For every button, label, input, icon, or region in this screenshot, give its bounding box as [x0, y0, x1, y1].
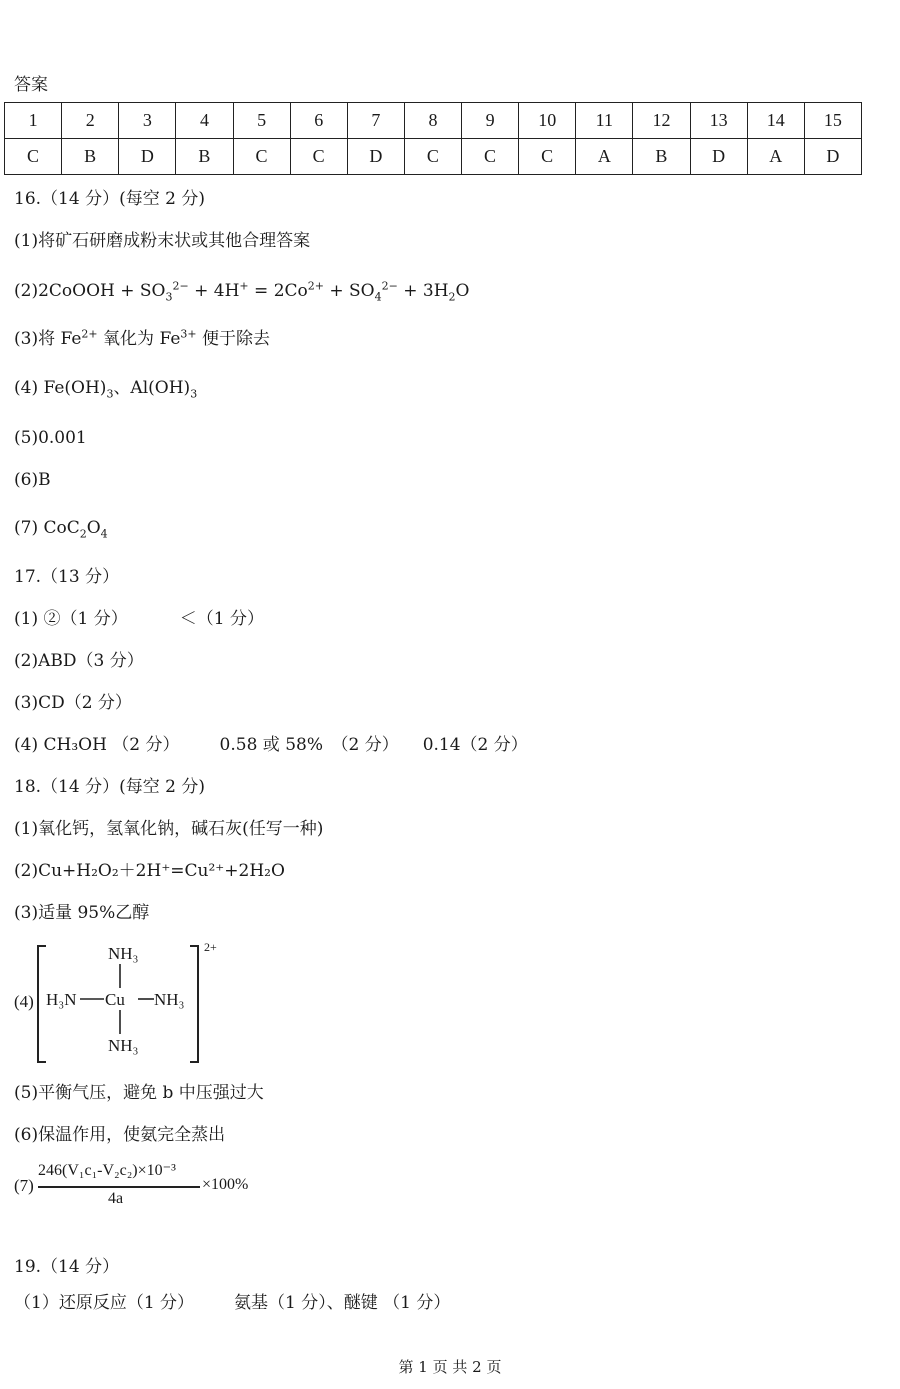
- question-number-cell: 15: [804, 103, 861, 139]
- q17-answer-2: (2)ABD（3 分）: [14, 651, 144, 671]
- q18-answer-4-label: (4): [14, 992, 34, 1011]
- q16-answer-2: (2)2CoOOH + $SO_3^{2-} + 4H^+ = 2Co^{2+} + SO_4^{2-} + 3H_2O$: [14, 279, 470, 304]
- answer-letter-row: [5, 139, 862, 175]
- question-number-cell: 12: [633, 103, 690, 139]
- fraction-denominator: 4a: [108, 1190, 124, 1207]
- q19-heading: 19.（14 分）: [14, 1257, 120, 1277]
- question-number-cell: 13: [690, 103, 747, 139]
- answers-title: 答案: [14, 75, 48, 95]
- fraction-numerator: 246(V₁c₁-V₂c₂)×10⁻³: [38, 1162, 176, 1179]
- q18-answer-1: (1)氧化钙，氢氧化钠，碱石灰(任写一种): [14, 819, 324, 839]
- ligand-top: NH₃: [108, 944, 139, 963]
- question-number-cell: 4: [176, 103, 233, 139]
- q16-answer-7: (7) $CoC_2O_4$: [14, 518, 108, 541]
- question-number-cell: 11: [576, 103, 633, 139]
- answer-letter-cell: C: [290, 139, 347, 175]
- ligand-left: H₃N: [46, 990, 77, 1009]
- answer-letter-cell: C: [5, 139, 62, 175]
- answer-letter-cell: C: [519, 139, 576, 175]
- question-number-cell: 14: [747, 103, 804, 139]
- q17-answer-3: (3)CD（2 分）: [14, 693, 132, 713]
- question-number-row: [5, 103, 862, 139]
- metal-center: Cu: [105, 990, 125, 1009]
- q18-answer-6: (6)保温作用，使氨完全蒸出: [14, 1125, 226, 1145]
- answer-letter-cell: D: [690, 139, 747, 175]
- question-number-cell: 7: [347, 103, 404, 139]
- answer-table: [4, 102, 862, 175]
- ligand-bottom: NH₃: [108, 1036, 139, 1055]
- question-number-cell: 5: [233, 103, 290, 139]
- answer-letter-cell: C: [462, 139, 519, 175]
- fraction-bar: [38, 1186, 200, 1188]
- q18-heading: 18.（14 分）(每空 2 分): [14, 777, 205, 797]
- question-number-cell: 9: [462, 103, 519, 139]
- answer-letter-cell: D: [119, 139, 176, 175]
- q19-answer-1: （1）还原反应（1 分） 氨基（1 分）、醚键 （1 分）: [14, 1293, 451, 1313]
- ligand-right: NH₃: [154, 990, 185, 1009]
- answer-letter-cell: C: [233, 139, 290, 175]
- q18-answer-4-structure: [14, 940, 274, 1070]
- answer-letter-cell: D: [804, 139, 861, 175]
- q16-answer-6: (6)B: [14, 470, 51, 490]
- q18-answer-5: (5)平衡气压，避免 b 中压强过大: [14, 1083, 264, 1103]
- answer-letter-cell: B: [176, 139, 233, 175]
- answer-letter-cell: D: [347, 139, 404, 175]
- q17-heading: 17.（13 分）: [14, 567, 120, 587]
- question-number-cell: 1: [5, 103, 62, 139]
- answer-letter-cell: A: [747, 139, 804, 175]
- q17-answer-4: (4) CH₃OH （2 分） 0.58 或 58% （2 分） 0.14（2 分）: [14, 735, 528, 755]
- q18-answer-7: [14, 1158, 314, 1218]
- q16-heading: 16.（14 分）(每空 2 分): [14, 189, 205, 209]
- fraction-suffix: ×100%: [202, 1176, 249, 1193]
- question-number-cell: 10: [519, 103, 576, 139]
- q16-answer-5: (5)0.001: [14, 428, 87, 448]
- question-number-cell: 8: [404, 103, 461, 139]
- answer-letter-cell: A: [576, 139, 633, 175]
- complex-charge: 2+: [204, 940, 217, 954]
- answer-letter-cell: B: [633, 139, 690, 175]
- question-number-cell: 2: [62, 103, 119, 139]
- q16-answer-4: (4) $Fe(OH)_3$、$Al(OH)_3$: [14, 378, 198, 401]
- question-number-cell: 3: [119, 103, 176, 139]
- q18-answer-3: (3)适量 95%乙醇: [14, 903, 150, 923]
- answer-letter-cell: B: [62, 139, 119, 175]
- q18-answer-2: (2)Cu+H₂O₂＋2H⁺=Cu²⁺+2H₂O: [14, 861, 285, 881]
- q16-answer-3: (3)将 $Fe^{2+}$ 氧化为 $Fe^{3+}$ 便于除去: [14, 327, 270, 349]
- question-number-cell: 6: [290, 103, 347, 139]
- page-footer: 第 1 页 共 2 页: [398, 1358, 502, 1376]
- q18-answer-7-label: (7): [14, 1176, 34, 1195]
- q17-answer-1: (1) ②（1 分） ＜（1 分）: [14, 609, 264, 629]
- answer-letter-cell: C: [404, 139, 461, 175]
- q16-answer-1: (1)将矿石研磨成粉末状或其他合理答案: [14, 231, 311, 251]
